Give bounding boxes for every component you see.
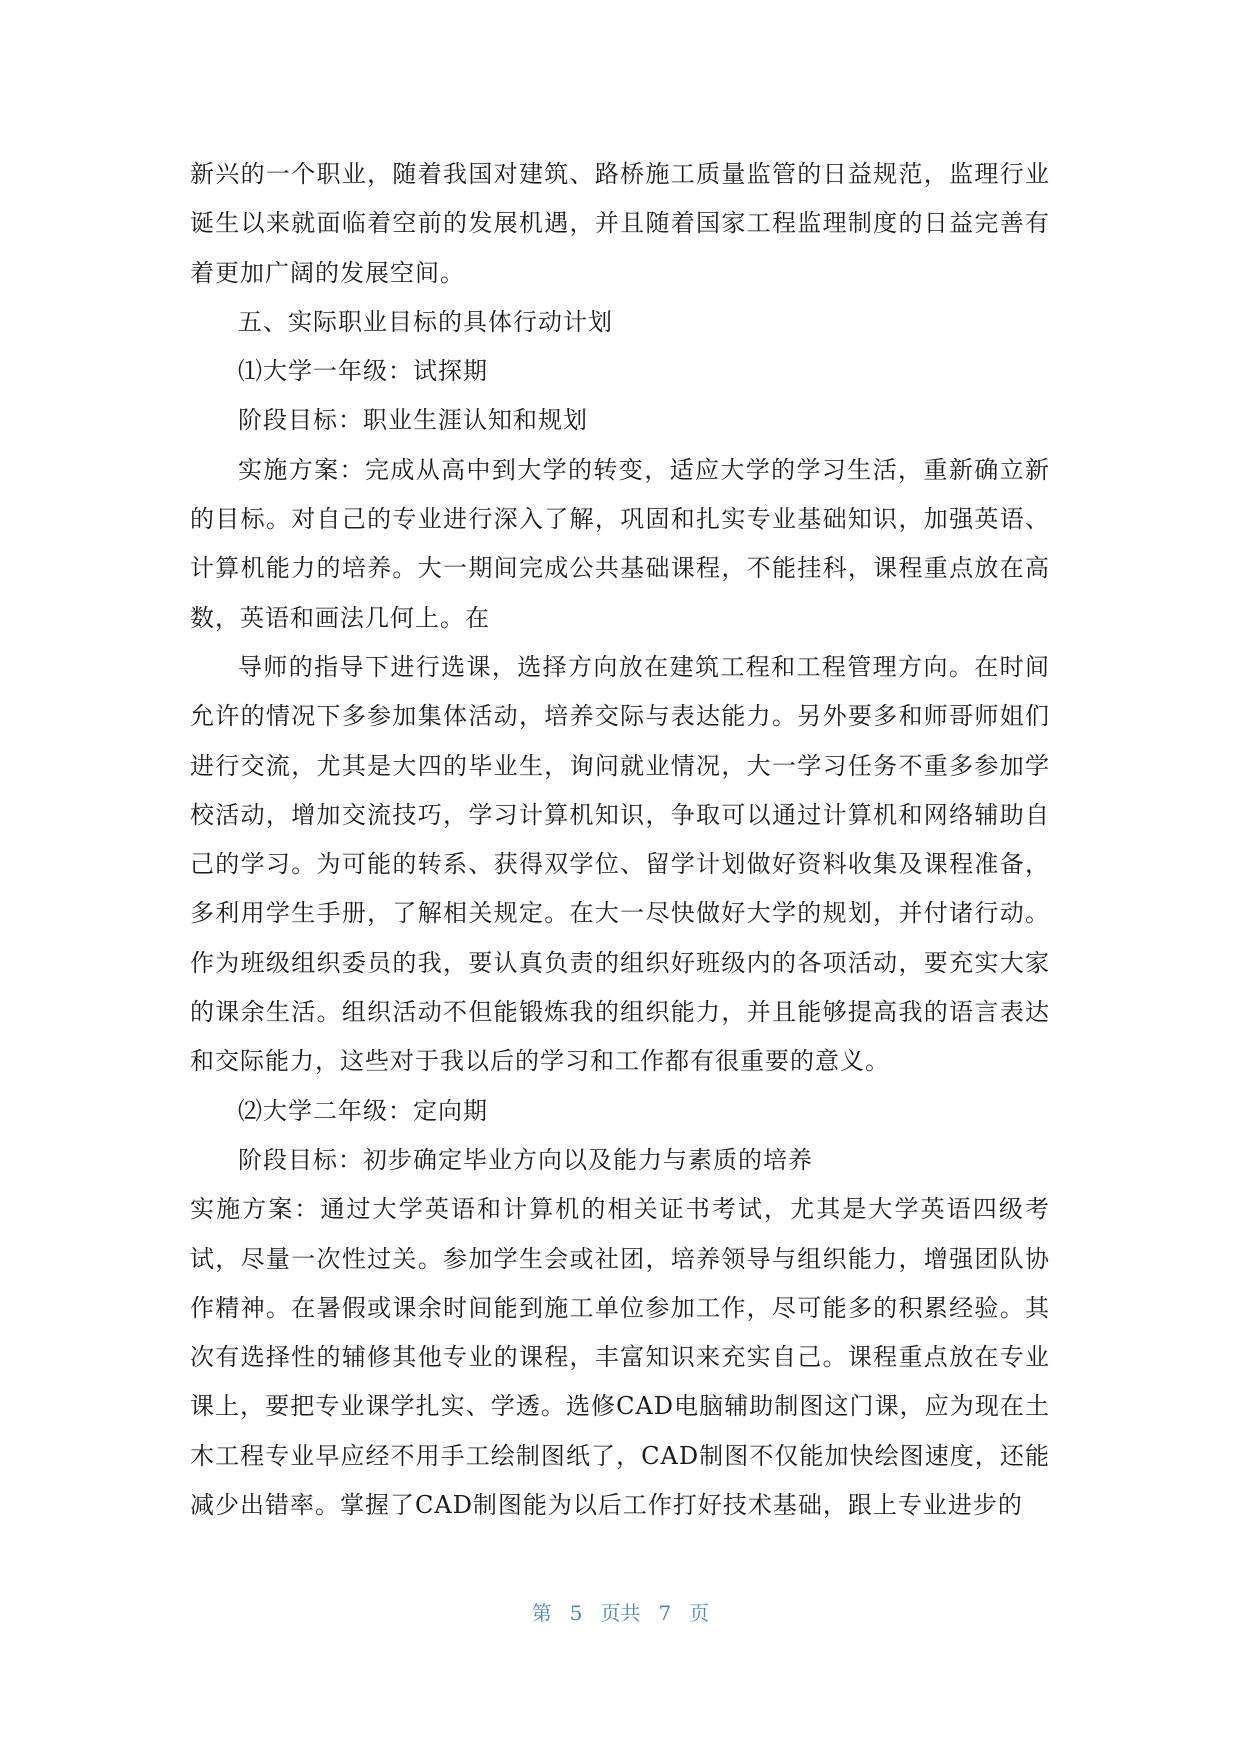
plan-year-two: 实施方案：通过大学英语和计算机的相关证书考试，尤其是大学英语四级考试，尽量一次性过关。参加学生会或社团，培养领导与组织能力，增强团队协作精神。在暑假或课余时间能到施工单位参加工作，尽可能多的积累经验。其次有选择性的辅修其他专业的课程，丰富知识来充实自己。课程重点放在专业课上，要把专业课学扎实、学透。选修CAD电脑辅助制图这门课，应为现在土木工程专业早应经不用手工绘制图纸了，CAD制图不仅能加快绘图速度，还能减少出错率。掌握了CAD制图能为以后工作打好技术基础，跟上专业进步的 bbox=[190, 1195, 1050, 1520]
stage-goal-year-two: 阶段目标：初步确定毕业方向以及能力与素质的培养 bbox=[238, 1145, 813, 1174]
plan-year-one-continued: 导师的指导下进行选课，选择方向放在建筑工程和工程管理方向。在时间允许的情况下多参加集体活动，培养交际与表达能力。另外要多和师哥师姐们进行交流，尤其是大四的毕业生，询问就业情况，大一学习任务不重多参加学校活动，增加交流技巧，学习计算机知识，争取可以通过计算机和网络辅助自己的学习。为可能的转系、获得双学位、留学计划做好资料收集及课程准备，多利用学生手册，了解相关规定。在大一尽快做好大学的规划，并付诸行动。作为班级组织委员的我，要认真负责的组织好班级内的各项活动，要充实大家的课余生活。组织活动不但能锻炼我的组织能力，并且能够提高我的语言表达和交际能力，这些对于我以后的学习和工作都有很重要的意义。 bbox=[190, 652, 1050, 1076]
footer-middle: 页共 bbox=[600, 1601, 641, 1625]
footer-suffix: 页 bbox=[689, 1601, 710, 1625]
page-footer bbox=[0, 1597, 1241, 1626]
section-heading: 五、实际职业目标的具体行动计划 bbox=[238, 307, 613, 336]
paragraph-1: 新兴的一个职业，随着我国对建筑、路桥施工质量监管的日益规范，监理行业诞生以来就面临着空前的发展机遇，并且随着国家工程监理制度的日益完善有着更加广阔的发展空间。 bbox=[190, 160, 1050, 287]
footer-prefix: 第 bbox=[531, 1601, 552, 1625]
footer-total-pages: 7 bbox=[658, 1601, 672, 1625]
subheading-year-two: ⑵大学二年级：定向期 bbox=[238, 1096, 488, 1125]
footer-current-page: 5 bbox=[569, 1601, 583, 1625]
plan-year-one: 实施方案：完成从高中到大学的转变，适应大学的学习生活，重新确立新的目标。对自己的专业进行深入了解，巩固和扎实专业基础知识，加强英语、计算机能力的培养。大一期间完成公共基础课程，不能挂科，课程重点放在高数，英语和画法几何上。在 bbox=[190, 455, 1050, 632]
document-body bbox=[190, 150, 1050, 1530]
stage-goal-year-one: 阶段目标：职业生涯认知和规划 bbox=[238, 406, 588, 435]
subheading-year-one: ⑴大学一年级：试探期 bbox=[238, 357, 488, 386]
